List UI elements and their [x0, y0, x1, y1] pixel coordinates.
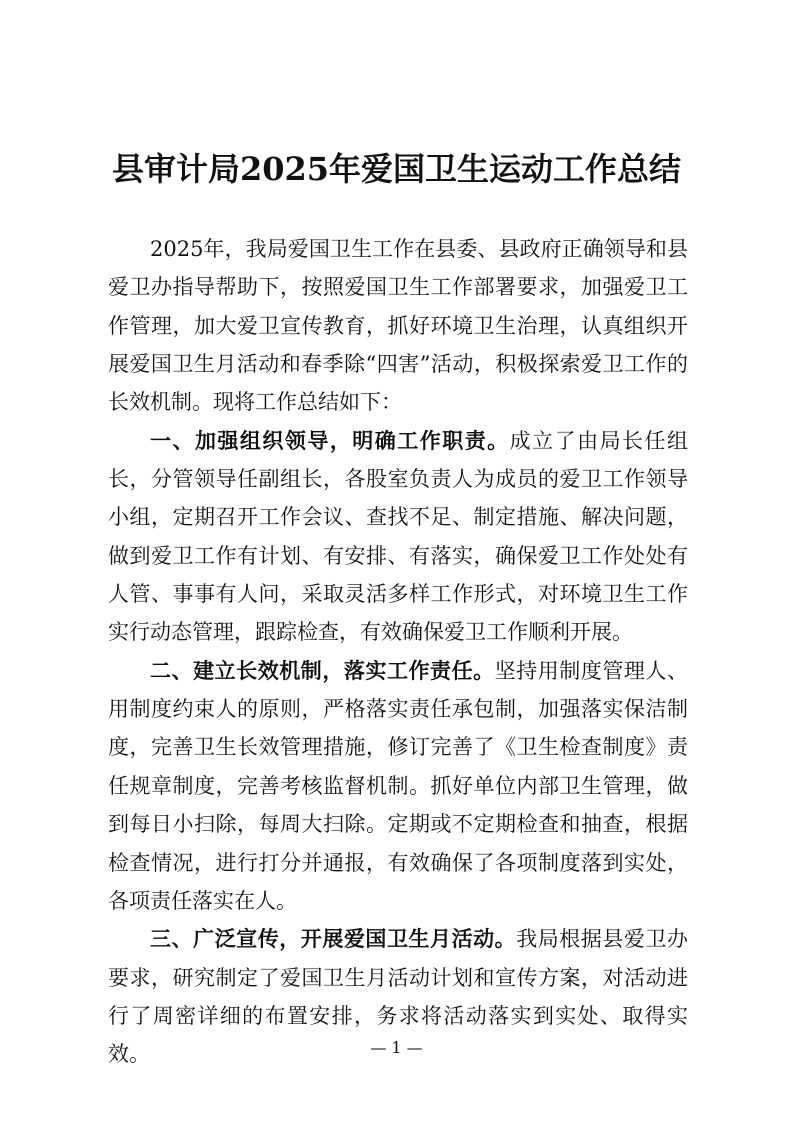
document-body — [108, 230, 688, 1074]
section-1-heading: 一、加强组织领导，明确工作职责。 — [150, 428, 510, 453]
section-2-heading: 二、建立长效机制，落实工作责任。 — [150, 658, 495, 683]
section-2-paragraph — [108, 652, 688, 920]
intro-paragraph — [108, 230, 688, 422]
page-number: — 1 — — [370, 1038, 423, 1057]
section-1-paragraph — [108, 422, 688, 652]
paragraph-text: 坚持用制度管理人、用制度约束人的原则，严格落实责任承包制，加强落实保洁制度，完善卫生长效管理措施，修订完善了《卫生检查制度》责任规章制度，完善考核监督机制。抓好单位内部卫生管理，做到每日小扫除，每周大扫除。定期或不定期检查和抽查，根据检查情况，进行打分并通报，有效确保了各项制度落到实处，各项责任落实在人。 — [108, 658, 689, 913]
section-3-heading: 三、广泛宣传，开展爱国卫生月活动。 — [150, 927, 517, 952]
document-title: 县审计局2025年爱国卫生运动工作总结 — [111, 150, 682, 188]
paragraph-text: 2025年，我局爱国卫生工作在县委、县政府正确领导和县爱卫办指导帮助下，按照爱国卫生工作部署要求，加强爱卫工作管理，加大爱卫宣传教育，抓好环境卫生治理，认真组织开展爱国卫生月活动和春季除“四害”活动，积极探索爱卫工作的长效机制。现将工作总结如下： — [108, 237, 688, 415]
paragraph-text: 我局根据县爱卫办要求，研究制定了爱国卫生月活动计划和宣传方案，对活动进行了周密详细的布置安排，务求将活动落实到实处、取得实效。 — [108, 927, 689, 1067]
paragraph-text: 成立了由局长任组长，分管领导任副组长，各股室负责人为成员的爱卫工作领导小组，定期召开工作会议、查找不足、制定措施、解决问题，做到爱卫工作有计划、有安排、有落实，确保爱卫工作处处有人管、事事有人问，采取灵活多样工作形式，对环境卫生工作实行动态管理，跟踪检查，有效确保爱卫工作顺利开展。 — [108, 428, 689, 645]
